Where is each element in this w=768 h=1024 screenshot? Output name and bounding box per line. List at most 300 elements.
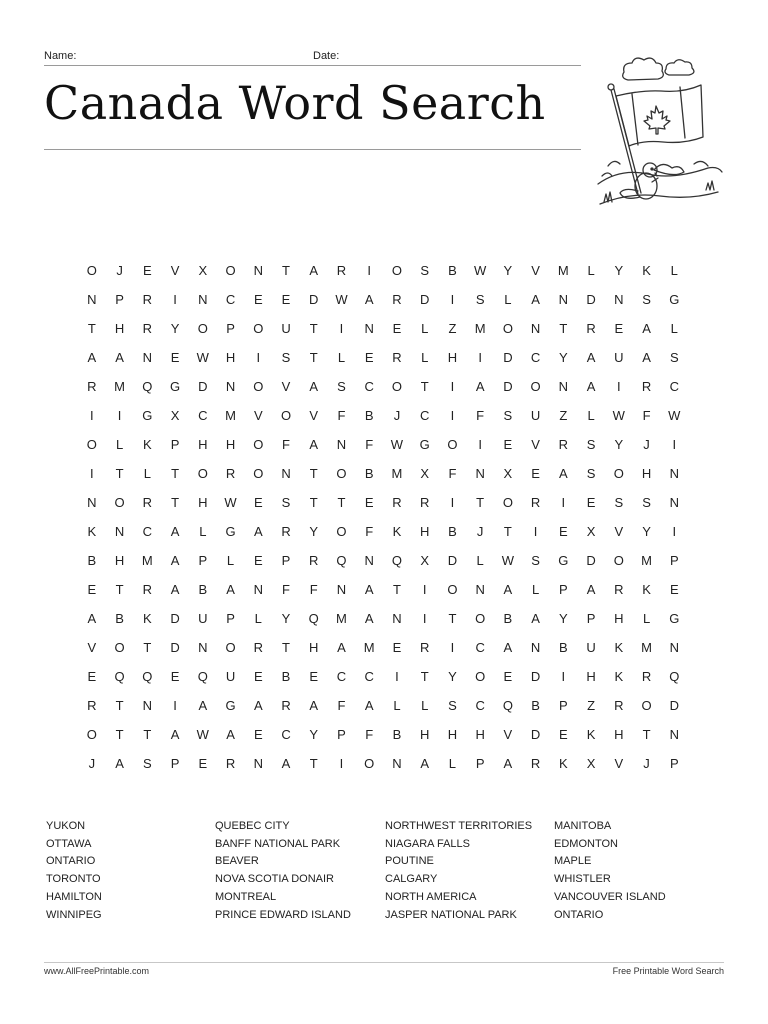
grid-letter[interactable]: V — [531, 263, 540, 278]
grid-letter[interactable]: V — [531, 437, 540, 452]
grid-letter[interactable]: C — [225, 292, 236, 307]
grid-letter[interactable]: L — [226, 553, 235, 568]
grid-letter[interactable]: O — [253, 437, 264, 452]
grid-letter[interactable]: O — [641, 698, 652, 713]
grid-letter[interactable]: T — [476, 495, 485, 510]
grid-letter[interactable]: A — [337, 640, 346, 655]
grid-letter[interactable]: S — [143, 756, 152, 771]
grid-letter[interactable]: I — [672, 524, 677, 539]
grid-letter[interactable]: R — [281, 524, 291, 539]
grid-letter[interactable]: B — [448, 524, 457, 539]
grid-letter[interactable]: G — [170, 379, 181, 394]
grid-letter[interactable]: H — [586, 669, 596, 684]
grid-letter[interactable]: N — [392, 611, 402, 626]
grid-letter[interactable]: P — [198, 553, 208, 568]
grid-letter[interactable]: P — [115, 292, 124, 307]
grid-letter[interactable]: E — [559, 727, 568, 742]
grid-letter[interactable]: T — [309, 350, 318, 365]
grid-letter[interactable]: S — [531, 553, 540, 568]
grid-letter[interactable]: I — [395, 669, 399, 684]
grid-letter[interactable]: C — [530, 350, 541, 365]
grid-letter[interactable]: A — [170, 727, 180, 742]
grid-letter[interactable]: O — [502, 321, 513, 336]
grid-letter[interactable]: E — [170, 669, 180, 684]
grid-letter[interactable]: J — [476, 524, 484, 539]
grid-letter[interactable]: X — [170, 408, 180, 423]
grid-letter[interactable]: H — [614, 727, 624, 742]
grid-letter[interactable]: H — [225, 437, 236, 452]
grid-letter[interactable]: H — [641, 466, 652, 481]
grid-letter[interactable]: L — [254, 611, 262, 626]
grid-letter[interactable]: X — [503, 466, 513, 481]
grid-letter[interactable]: O — [391, 263, 402, 278]
grid-letter[interactable]: T — [115, 727, 124, 742]
grid-letter[interactable]: A — [531, 611, 540, 626]
grid-letter[interactable]: L — [587, 408, 595, 423]
grid-letter[interactable]: A — [475, 379, 485, 394]
grid-letter[interactable]: U — [198, 611, 208, 626]
grid-letter[interactable]: A — [226, 727, 235, 742]
grid-letter[interactable]: P — [170, 437, 180, 452]
grid-letter[interactable]: O — [86, 727, 97, 742]
grid-letter[interactable]: O — [530, 379, 541, 394]
grid-letter[interactable]: R — [87, 698, 97, 713]
grid-letter[interactable]: N — [558, 379, 569, 394]
grid-letter[interactable]: Q — [114, 669, 125, 684]
grid-letter[interactable]: N — [669, 466, 679, 481]
grid-letter[interactable]: O — [447, 582, 458, 597]
grid-letter[interactable]: C — [281, 727, 291, 742]
grid-letter[interactable]: R — [253, 640, 263, 655]
grid-letter[interactable]: E — [198, 756, 208, 771]
grid-letter[interactable]: I — [339, 321, 344, 336]
grid-letter[interactable]: K — [614, 669, 624, 684]
grid-letter[interactable]: T — [115, 466, 124, 481]
grid-letter[interactable]: L — [642, 611, 651, 626]
grid-letter[interactable]: L — [421, 321, 429, 336]
grid-letter[interactable]: I — [450, 292, 455, 307]
grid-letter[interactable]: Z — [559, 408, 568, 423]
grid-letter[interactable]: R — [419, 495, 430, 510]
grid-letter[interactable]: I — [478, 350, 482, 365]
grid-letter[interactable]: J — [643, 756, 650, 771]
grid-letter[interactable]: A — [309, 263, 319, 278]
grid-letter[interactable]: K — [586, 727, 596, 742]
grid-letter[interactable]: Y — [559, 350, 568, 365]
grid-letter[interactable]: D — [419, 292, 430, 307]
grid-letter[interactable]: E — [253, 495, 263, 510]
grid-letter[interactable]: S — [642, 292, 651, 307]
grid-letter[interactable]: C — [364, 379, 374, 394]
grid-letter[interactable]: A — [531, 292, 540, 307]
grid-letter[interactable]: V — [281, 379, 291, 394]
grid-letter[interactable]: B — [364, 466, 374, 481]
grid-letter[interactable]: A — [170, 553, 180, 568]
grid-letter[interactable]: E — [364, 350, 374, 365]
grid-letter[interactable]: Q — [197, 669, 208, 684]
grid-letter[interactable]: U — [225, 669, 236, 684]
grid-letter[interactable]: J — [643, 437, 650, 452]
grid-letter[interactable]: M — [225, 408, 236, 423]
grid-letter[interactable]: T — [309, 321, 318, 336]
grid-letter[interactable]: P — [475, 756, 485, 771]
grid-letter[interactable]: D — [447, 553, 458, 568]
grid-letter[interactable]: O — [197, 321, 208, 336]
grid-letter[interactable]: K — [642, 263, 651, 278]
grid-letter[interactable]: U — [530, 408, 541, 423]
grid-letter[interactable]: D — [309, 292, 319, 307]
grid-letter[interactable]: P — [559, 582, 568, 597]
grid-letter[interactable]: I — [173, 292, 177, 307]
grid-letter[interactable]: M — [391, 466, 403, 481]
grid-letter[interactable]: I — [450, 408, 455, 423]
grid-letter[interactable]: A — [87, 350, 97, 365]
grid-letter[interactable]: W — [612, 408, 625, 423]
grid-letter[interactable]: D — [530, 669, 541, 684]
footer-website[interactable]: www.AllFreePrintable.com — [44, 966, 150, 976]
grid-letter[interactable]: T — [503, 524, 512, 539]
grid-letter[interactable]: F — [476, 408, 485, 423]
grid-letter[interactable]: S — [642, 495, 651, 510]
grid-letter[interactable]: H — [114, 553, 125, 568]
grid-letter[interactable]: L — [532, 582, 540, 597]
grid-letter[interactable]: P — [170, 756, 180, 771]
grid-letter[interactable]: H — [447, 727, 458, 742]
grid-letter[interactable]: T — [171, 466, 180, 481]
grid-letter[interactable]: G — [669, 292, 680, 307]
grid-letter[interactable]: A — [642, 321, 651, 336]
grid-letter[interactable]: A — [364, 611, 374, 626]
grid-letter[interactable]: S — [281, 350, 291, 365]
grid-letter[interactable]: T — [392, 582, 401, 597]
grid-letter[interactable]: D — [586, 553, 596, 568]
grid-letter[interactable]: V — [253, 408, 263, 423]
grid-letter[interactable]: X — [420, 466, 430, 481]
grid-letter[interactable]: T — [143, 640, 152, 655]
grid-letter[interactable]: Z — [448, 321, 457, 336]
grid-letter[interactable]: X — [420, 553, 430, 568]
grid-letter[interactable]: R — [392, 350, 402, 365]
grid-letter[interactable]: R — [281, 698, 291, 713]
grid-letter[interactable]: A — [115, 350, 124, 365]
grid-letter[interactable]: H — [309, 640, 319, 655]
grid-letter[interactable]: R — [336, 263, 347, 278]
grid-letter[interactable]: M — [557, 263, 569, 278]
grid-letter[interactable]: Y — [281, 611, 291, 626]
grid-letter[interactable]: E — [392, 640, 402, 655]
grid-letter[interactable]: U — [281, 321, 291, 336]
grid-letter[interactable]: N — [87, 292, 97, 307]
grid-letter[interactable]: N — [392, 756, 402, 771]
grid-letter[interactable]: R — [225, 466, 236, 481]
grid-letter[interactable]: O — [114, 495, 125, 510]
grid-letter[interactable]: Y — [503, 263, 513, 278]
grid-letter[interactable]: D — [586, 292, 596, 307]
grid-letter[interactable]: I — [533, 524, 538, 539]
grid-letter[interactable]: S — [281, 495, 291, 510]
grid-letter[interactable]: I — [478, 437, 482, 452]
grid-letter[interactable]: A — [281, 756, 291, 771]
grid-letter[interactable]: X — [586, 756, 596, 771]
grid-letter[interactable]: T — [143, 727, 152, 742]
grid-letter[interactable]: V — [309, 408, 319, 423]
grid-letter[interactable]: T — [448, 611, 457, 626]
grid-letter[interactable]: H — [475, 727, 485, 742]
grid-letter[interactable]: H — [419, 524, 430, 539]
grid-letter[interactable]: A — [253, 698, 263, 713]
grid-letter[interactable]: R — [586, 321, 596, 336]
grid-letter[interactable]: C — [669, 379, 679, 394]
grid-letter[interactable]: S — [420, 263, 430, 278]
grid-letter[interactable]: N — [558, 292, 569, 307]
grid-letter[interactable]: O — [475, 669, 486, 684]
grid-letter[interactable]: D — [198, 379, 208, 394]
grid-letter[interactable]: T — [309, 495, 318, 510]
grid-letter[interactable]: A — [309, 437, 319, 452]
grid-letter[interactable]: M — [336, 611, 347, 626]
grid-letter[interactable]: Y — [642, 524, 651, 539]
grid-letter[interactable]: Y — [614, 263, 624, 278]
grid-letter[interactable]: E — [281, 292, 291, 307]
grid-letter[interactable]: A — [170, 582, 180, 597]
grid-letter[interactable]: S — [586, 466, 596, 481]
grid-letter[interactable]: E — [143, 263, 152, 278]
grid-letter[interactable]: F — [282, 582, 290, 597]
grid-letter[interactable]: A — [503, 756, 513, 771]
grid-letter[interactable]: S — [475, 292, 485, 307]
grid-letter[interactable]: N — [669, 727, 679, 742]
grid-letter[interactable]: K — [143, 437, 152, 452]
grid-letter[interactable]: T — [420, 669, 429, 684]
grid-letter[interactable]: D — [503, 350, 513, 365]
grid-letter[interactable]: Y — [614, 437, 624, 452]
grid-letter[interactable]: T — [420, 379, 429, 394]
grid-letter[interactable]: W — [501, 553, 515, 568]
grid-letter[interactable]: F — [309, 582, 318, 597]
grid-letter[interactable]: I — [617, 379, 621, 394]
grid-letter[interactable]: P — [337, 727, 346, 742]
grid-letter[interactable]: R — [614, 582, 624, 597]
grid-letter[interactable]: D — [170, 640, 180, 655]
grid-letter[interactable]: M — [641, 553, 652, 568]
grid-letter[interactable]: R — [641, 379, 652, 394]
grid-letter[interactable]: J — [88, 756, 96, 771]
grid-letter[interactable]: D — [669, 698, 679, 713]
grid-letter[interactable]: N — [530, 640, 541, 655]
grid-letter[interactable]: O — [253, 466, 264, 481]
grid-letter[interactable]: B — [392, 727, 402, 742]
grid-letter[interactable]: T — [559, 321, 568, 336]
grid-letter[interactable]: N — [364, 553, 374, 568]
grid-letter[interactable]: L — [421, 350, 429, 365]
grid-letter[interactable]: L — [670, 321, 678, 336]
grid-letter[interactable]: O — [114, 640, 125, 655]
grid-letter[interactable]: Q — [142, 669, 153, 684]
grid-letter[interactable]: V — [503, 727, 513, 742]
grid-letter[interactable]: L — [504, 292, 512, 307]
grid-letter[interactable]: I — [367, 263, 372, 278]
grid-letter[interactable]: A — [170, 524, 180, 539]
grid-letter[interactable]: L — [393, 698, 401, 713]
grid-letter[interactable]: N — [614, 292, 624, 307]
grid-letter[interactable]: I — [561, 495, 566, 510]
grid-letter[interactable]: R — [392, 292, 402, 307]
grid-letter[interactable]: Z — [587, 698, 596, 713]
grid-letter[interactable]: Q — [391, 553, 402, 568]
grid-letter[interactable]: V — [87, 640, 97, 655]
grid-letter[interactable]: A — [226, 582, 235, 597]
grid-letter[interactable]: O — [253, 379, 264, 394]
grid-letter[interactable]: K — [642, 582, 651, 597]
grid-letter[interactable]: A — [198, 698, 208, 713]
grid-letter[interactable]: E — [87, 582, 97, 597]
grid-letter[interactable]: L — [476, 553, 484, 568]
grid-letter[interactable]: I — [173, 698, 177, 713]
grid-letter[interactable]: N — [87, 495, 97, 510]
grid-letter[interactable]: N — [364, 321, 374, 336]
grid-letter[interactable]: T — [115, 582, 124, 597]
grid-letter[interactable]: K — [392, 524, 402, 539]
grid-letter[interactable]: E — [531, 466, 540, 481]
grid-letter[interactable]: N — [198, 640, 208, 655]
grid-letter[interactable]: L — [143, 466, 151, 481]
grid-letter[interactable]: I — [339, 756, 344, 771]
grid-letter[interactable]: O — [86, 437, 97, 452]
grid-letter[interactable]: R — [614, 698, 624, 713]
grid-letter[interactable]: G — [142, 408, 153, 423]
grid-letter[interactable]: O — [502, 495, 513, 510]
grid-letter[interactable]: R — [309, 553, 319, 568]
grid-letter[interactable]: Y — [309, 727, 319, 742]
grid-letter[interactable]: F — [448, 466, 457, 481]
grid-letter[interactable]: P — [586, 611, 596, 626]
grid-letter[interactable]: E — [586, 495, 596, 510]
grid-letter[interactable]: I — [450, 495, 455, 510]
grid-letter[interactable]: O — [280, 408, 292, 423]
grid-letter[interactable]: R — [142, 495, 153, 510]
grid-letter[interactable]: A — [559, 466, 568, 481]
grid-letter[interactable]: G — [225, 698, 236, 713]
grid-letter[interactable]: Y — [309, 524, 319, 539]
grid-letter[interactable]: H — [198, 495, 208, 510]
grid-letter[interactable]: W — [390, 437, 404, 452]
grid-letter[interactable]: K — [143, 611, 152, 626]
grid-letter[interactable]: N — [336, 437, 347, 452]
grid-letter[interactable]: L — [421, 698, 429, 713]
grid-letter[interactable]: N — [253, 582, 263, 597]
grid-letter[interactable]: W — [224, 495, 237, 510]
grid-letter[interactable]: R — [392, 495, 402, 510]
grid-letter[interactable]: P — [669, 553, 679, 568]
grid-letter[interactable]: N — [225, 379, 236, 394]
grid-letter[interactable]: I — [672, 437, 677, 452]
grid-letter[interactable]: Q — [669, 669, 680, 684]
grid-letter[interactable]: Y — [559, 611, 568, 626]
grid-letter[interactable]: C — [142, 524, 153, 539]
grid-letter[interactable]: I — [90, 408, 94, 423]
grid-letter[interactable]: Y — [170, 321, 180, 336]
grid-letter[interactable]: Y — [448, 669, 457, 684]
grid-letter[interactable]: A — [586, 379, 596, 394]
grid-letter[interactable]: N — [253, 263, 263, 278]
grid-letter[interactable]: Q — [336, 553, 347, 568]
grid-letter[interactable]: E — [614, 321, 624, 336]
grid-letter[interactable]: R — [419, 640, 430, 655]
grid-letter[interactable]: T — [309, 756, 318, 771]
grid-letter[interactable]: E — [503, 437, 513, 452]
grid-letter[interactable]: T — [337, 495, 346, 510]
grid-letter[interactable]: L — [115, 437, 124, 452]
grid-letter[interactable]: B — [198, 582, 208, 597]
grid-letter[interactable]: K — [87, 524, 97, 539]
grid-letter[interactable]: G — [419, 437, 430, 452]
grid-letter[interactable]: R — [142, 582, 153, 597]
grid-letter[interactable]: V — [170, 263, 180, 278]
grid-letter[interactable]: E — [392, 321, 402, 336]
grid-letter[interactable]: A — [309, 379, 319, 394]
grid-letter[interactable]: H — [447, 350, 458, 365]
grid-letter[interactable]: G — [669, 611, 680, 626]
grid-letter[interactable]: O — [336, 466, 347, 481]
grid-letter[interactable]: U — [614, 350, 624, 365]
grid-letter[interactable]: D — [530, 727, 541, 742]
grid-letter[interactable]: F — [365, 727, 374, 742]
grid-letter[interactable]: A — [642, 350, 651, 365]
grid-letter[interactable]: O — [613, 553, 624, 568]
grid-letter[interactable]: W — [474, 263, 487, 278]
grid-letter[interactable]: M — [114, 379, 126, 394]
grid-letter[interactable]: D — [503, 379, 513, 394]
grid-letter[interactable]: O — [336, 524, 347, 539]
grid-letter[interactable]: B — [281, 669, 291, 684]
grid-letter[interactable]: W — [196, 727, 209, 742]
grid-letter[interactable]: F — [282, 437, 290, 452]
grid-letter[interactable]: Q — [502, 698, 513, 713]
grid-letter[interactable]: L — [199, 524, 207, 539]
grid-letter[interactable]: B — [87, 553, 97, 568]
grid-letter[interactable]: O — [225, 640, 236, 655]
grid-letter[interactable]: A — [364, 582, 374, 597]
grid-letter[interactable]: A — [253, 524, 263, 539]
grid-letter[interactable]: R — [641, 669, 652, 684]
grid-letter[interactable]: N — [142, 350, 153, 365]
grid-letter[interactable]: T — [171, 495, 180, 510]
grid-letter[interactable]: L — [448, 756, 457, 771]
grid-letter[interactable]: Q — [142, 379, 153, 394]
grid-letter[interactable]: J — [393, 408, 401, 423]
grid-letter[interactable]: F — [337, 408, 346, 423]
grid-letter[interactable]: A — [87, 611, 97, 626]
grid-letter[interactable]: P — [226, 611, 235, 626]
grid-letter[interactable]: N — [281, 466, 291, 481]
grid-letter[interactable]: I — [90, 466, 94, 481]
grid-letter[interactable]: Q — [308, 611, 319, 626]
grid-letter[interactable]: T — [309, 466, 318, 481]
grid-letter[interactable]: F — [642, 408, 651, 423]
grid-letter[interactable]: A — [309, 698, 319, 713]
grid-letter[interactable]: O — [86, 263, 97, 278]
grid-letter[interactable]: S — [614, 495, 624, 510]
grid-letter[interactable]: O — [253, 321, 264, 336]
grid-letter[interactable]: A — [364, 698, 374, 713]
grid-letter[interactable]: E — [309, 669, 319, 684]
grid-letter[interactable]: S — [669, 350, 679, 365]
grid-letter[interactable]: O — [475, 611, 486, 626]
grid-letter[interactable]: E — [364, 495, 374, 510]
grid-letter[interactable]: H — [225, 350, 236, 365]
grid-letter[interactable]: P — [281, 553, 291, 568]
grid-letter[interactable]: C — [475, 640, 485, 655]
